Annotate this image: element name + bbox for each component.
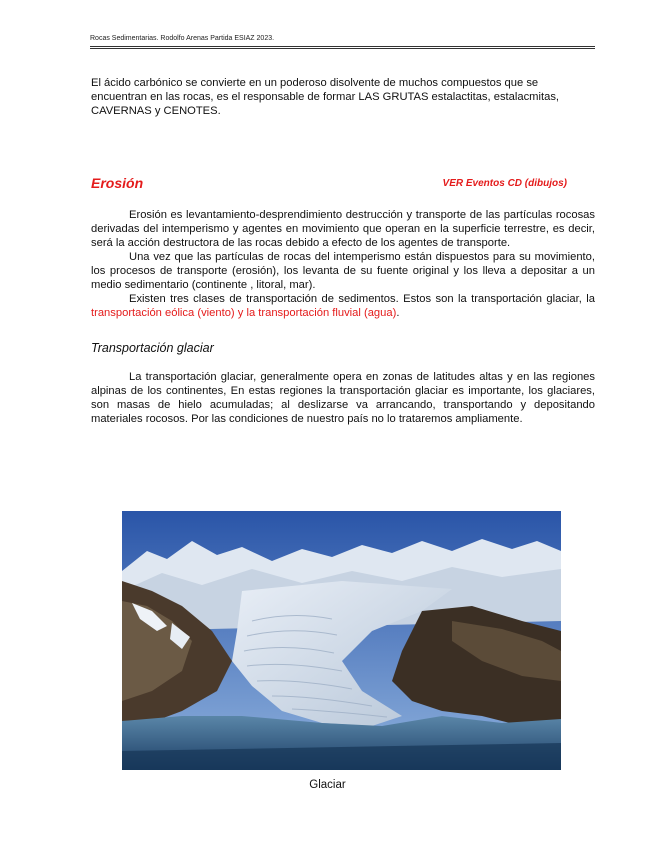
running-header: Rocas Sedimentarias. Rodolfo Arenas Partida ESIAZ 2023. xyxy=(90,35,275,42)
glacial-paragraph-1: La transportación glaciar, generalmente opera en zonas de latitudes altas y en las regiones alpinas de los continentes, En estas regiones la transportación glaciar es importante, los glaciares, son masas de hielo acumuladas; al deslizarse va arrancando, transportando y depositando materiales rocosos. Por las condiciones de nuestro país no lo trataremos ampliamente. xyxy=(91,371,595,425)
glacial-body xyxy=(91,370,595,426)
header-rule xyxy=(90,46,595,47)
header-rule-double xyxy=(90,48,595,49)
glacier-photo xyxy=(122,511,561,770)
glacier-illustration xyxy=(122,511,561,770)
erosion-p3-text: Existen tres clases de transportación de sedimentos. Estos son la transportación glaciar, la xyxy=(129,293,595,305)
erosion-paragraph-2: Una vez que las partículas de rocas del intemperismo están dispuestos para su movimiento, los procesos de transporte (erosión), los levanta de su fuente original y los lleva a depositar a un medio sedimentario (continente , litoral, mar). xyxy=(91,251,595,291)
figure-caption: Glaciar xyxy=(309,779,346,791)
erosion-paragraph-1: Erosión es levantamiento-desprendimiento destrucción y transporte de las partículas rocosas derivadas del intemperismo y agentes en movimiento que operan en la superficie terrestre, es decir, será la acción destructora de las rocas debido a efecto de los agentes de transporte. xyxy=(91,209,595,249)
erosion-heading-row xyxy=(91,175,595,193)
intro-paragraph: El ácido carbónico se convierte en un poderoso disolvente de muchos compuestos que se encuentran en las rocas, es el responsable de formar LAS GRUTAS estalactitas, estalacmitas, CAVERNAS y CENOTES. xyxy=(91,77,560,117)
erosion-p3-highlight: transportación eólica (viento) y la transportación fluvial (agua) xyxy=(91,307,397,319)
erosion-body xyxy=(91,208,595,320)
subheading-transportacion-glaciar: Transportación glaciar xyxy=(91,341,214,355)
section-title-erosion: Erosión xyxy=(91,175,144,191)
erosion-p3-end: . xyxy=(396,307,400,319)
ver-eventos-link[interactable]: VER Eventos CD (dibujos) xyxy=(442,178,567,189)
erosion-paragraph-3 xyxy=(91,292,595,320)
